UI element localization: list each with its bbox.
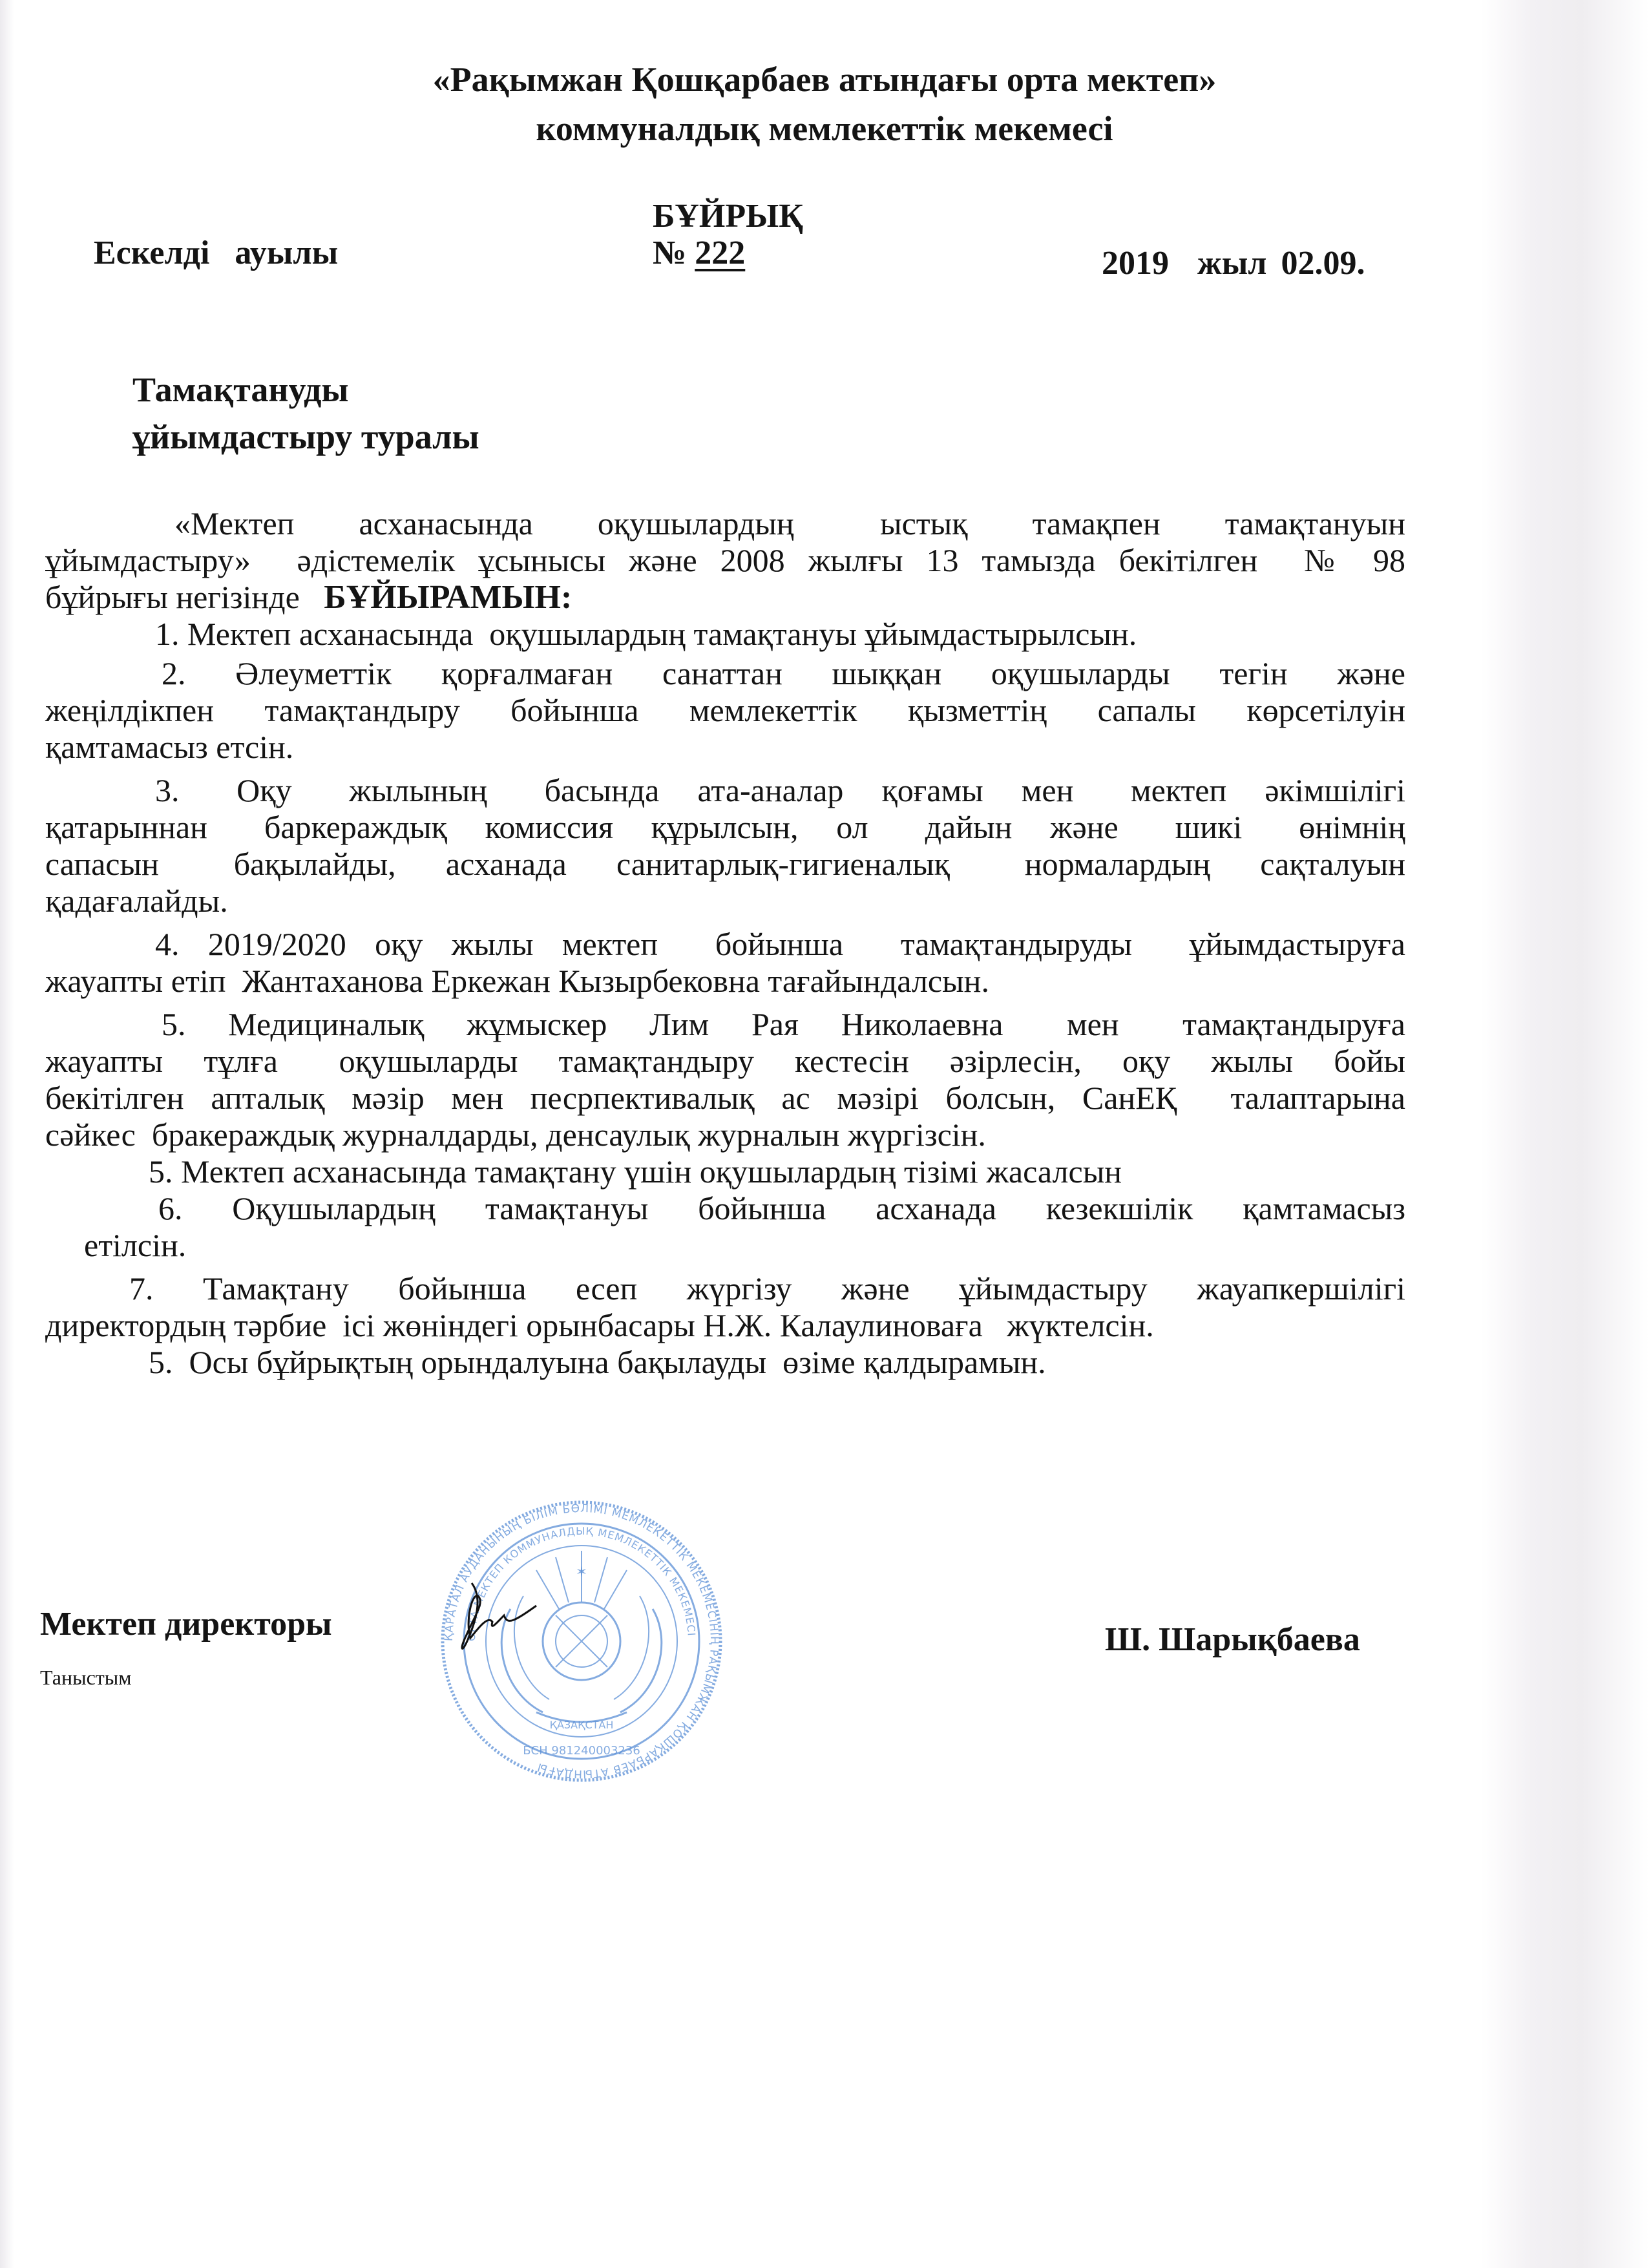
item-3-line: қатарыннан баркераждық комиссия құрылсын, ол дайын және шикі өнімнің bbox=[45, 809, 1405, 845]
item-2-line: қамтамасыз етсін. bbox=[45, 729, 294, 765]
item-4-line: жауапты етіп Жантаханова Еркежан Кызырбековна тағайындалсын. bbox=[45, 963, 989, 999]
order-year-word: жыл bbox=[1197, 245, 1267, 282]
handwritten-signature bbox=[452, 1577, 543, 1661]
order-number-prefix: № bbox=[653, 235, 695, 271]
item-1-line: 1. Мектеп асханасында оқушылардың тамақтануы ұйымдастырылсын. bbox=[155, 616, 1137, 652]
intro-line: ұйымдастыру» әдістемелік ұсынысы және 2008 жылғы 13 тамызда бекітілген № 98 bbox=[45, 542, 1405, 578]
intro-basis: бұйрығы негізінде bbox=[45, 579, 324, 615]
seal-star-icon: ✶ bbox=[575, 1564, 588, 1580]
item-3-line: 3. Оқу жылының басында ата-аналар қоғамы мен мектеп әкімшілігі bbox=[155, 772, 1405, 808]
intro-line-last bbox=[45, 579, 1405, 616]
seal-bin: БСН 981240003236 bbox=[523, 1744, 640, 1758]
signatory-name: Ш. Шарықбаева bbox=[1105, 1621, 1360, 1658]
order-number bbox=[653, 234, 745, 272]
item-5-line: жауапты тұлға оқушыларды тамақтандыру кестесін әзірлесін, оқу жылы бойы bbox=[45, 1043, 1405, 1079]
order-title: БҰЙРЫҚ bbox=[653, 198, 803, 235]
institution-name: «Рақымжан Қошқарбаев атындағы орта мектеп» bbox=[432, 60, 1217, 99]
item-8-line: 5. Осы бұйрықтың орындалуына бақылауды өзіме қалдырамын. bbox=[149, 1344, 1046, 1380]
item-5-line: 5. Медициналық жұмыскер Лим Рая Николаевна мен тамақтандыруға bbox=[162, 1006, 1405, 1042]
seal-inner-text: ОРТА МЕКТЕП КОММУНАЛДЫҚ МЕМЛЕКЕТТІК МЕКЕМЕСІ bbox=[465, 1524, 698, 1642]
scan-edge-right bbox=[1481, 0, 1649, 2268]
order-year: 2019 bbox=[1102, 245, 1169, 282]
item-3-line: қадағалайды. bbox=[45, 883, 228, 919]
seal-center-text: ҚАЗАҚСТАН bbox=[549, 1719, 614, 1731]
order-date-value: 02.09. bbox=[1281, 245, 1365, 282]
institution-type: коммуналдық мемлекеттік мекемесі bbox=[536, 109, 1113, 148]
item-7-line: директордың тәрбие ісі жөніндегі орынбасары Н.Ж. Калаулиноваға жүктелсін. bbox=[45, 1307, 1154, 1343]
item-4-line: 4. 2019/2020 оқу жылы мектеп бойынша тамақтандыруды ұйымдастыруға bbox=[155, 926, 1405, 962]
subject-line-2: ұйымдастыру туралы bbox=[132, 417, 479, 456]
item-5-line: сәйкес бракераждық журналдарды, денсаулық журналын жүргізсін. bbox=[45, 1117, 986, 1153]
item-2-line: 2. Әлеуметтік қорғалмаған санаттан шыққан оқушыларды тегін және bbox=[162, 655, 1405, 691]
order-number-value: 222 bbox=[695, 235, 746, 271]
item-2-line: жеңілдікпен тамақтандыру бойынша мемлекеттік қызметтің сапалы көрсетілуін bbox=[45, 692, 1405, 728]
signatory-position: Мектеп директоры bbox=[40, 1606, 332, 1643]
item-5b-line: 5. Мектеп асханасында тамақтану үшін оқушылардың тізімі жасалсын bbox=[149, 1153, 1122, 1190]
order-place: Ескелді ауылы bbox=[94, 235, 339, 271]
subject-line-1: Тамақтануды bbox=[132, 370, 349, 409]
item-7-line: 7. Тамақтану бойынша есеп жүргізу және ұйымдастыру жауапкершілігі bbox=[129, 1270, 1405, 1307]
seal-outer-text: ҚАРАТАЛ АУДАНЫНЫҢ БІЛІМ БӨЛІМІ МЕМЛЕКЕТТІК МЕКЕМЕСІНІҢ РАҚЫМЖАН ҚОШҚАРБАЕВ АТЫНДАҒЫ bbox=[442, 1502, 721, 1781]
item-3-line: сапасын бақылайды, асханада санитарлық-гигиеналық нормалардың сақталуын bbox=[45, 846, 1405, 882]
command-word: БҰЙЫРАМЫН: bbox=[324, 579, 572, 616]
intro-line: «Мектеп асханасында оқушылардың ыстық тамақпен тамақтануын bbox=[174, 505, 1405, 541]
scan-edge-left bbox=[0, 0, 14, 2268]
order-date bbox=[1102, 244, 1365, 282]
order-body bbox=[45, 505, 1405, 1381]
acknowledged-label: Таныстым bbox=[40, 1666, 132, 1689]
item-5-line: бекітілген апталық мәзір мен песрпективалық ас мәзірі болсын, СанЕҚ талаптарына bbox=[45, 1080, 1405, 1116]
item-6-line: етілсін. bbox=[84, 1227, 187, 1263]
item-6-line: 6. Оқушылардың тамақтануы бойынша асханада кезекшілік қамтамасыз bbox=[158, 1190, 1405, 1226]
